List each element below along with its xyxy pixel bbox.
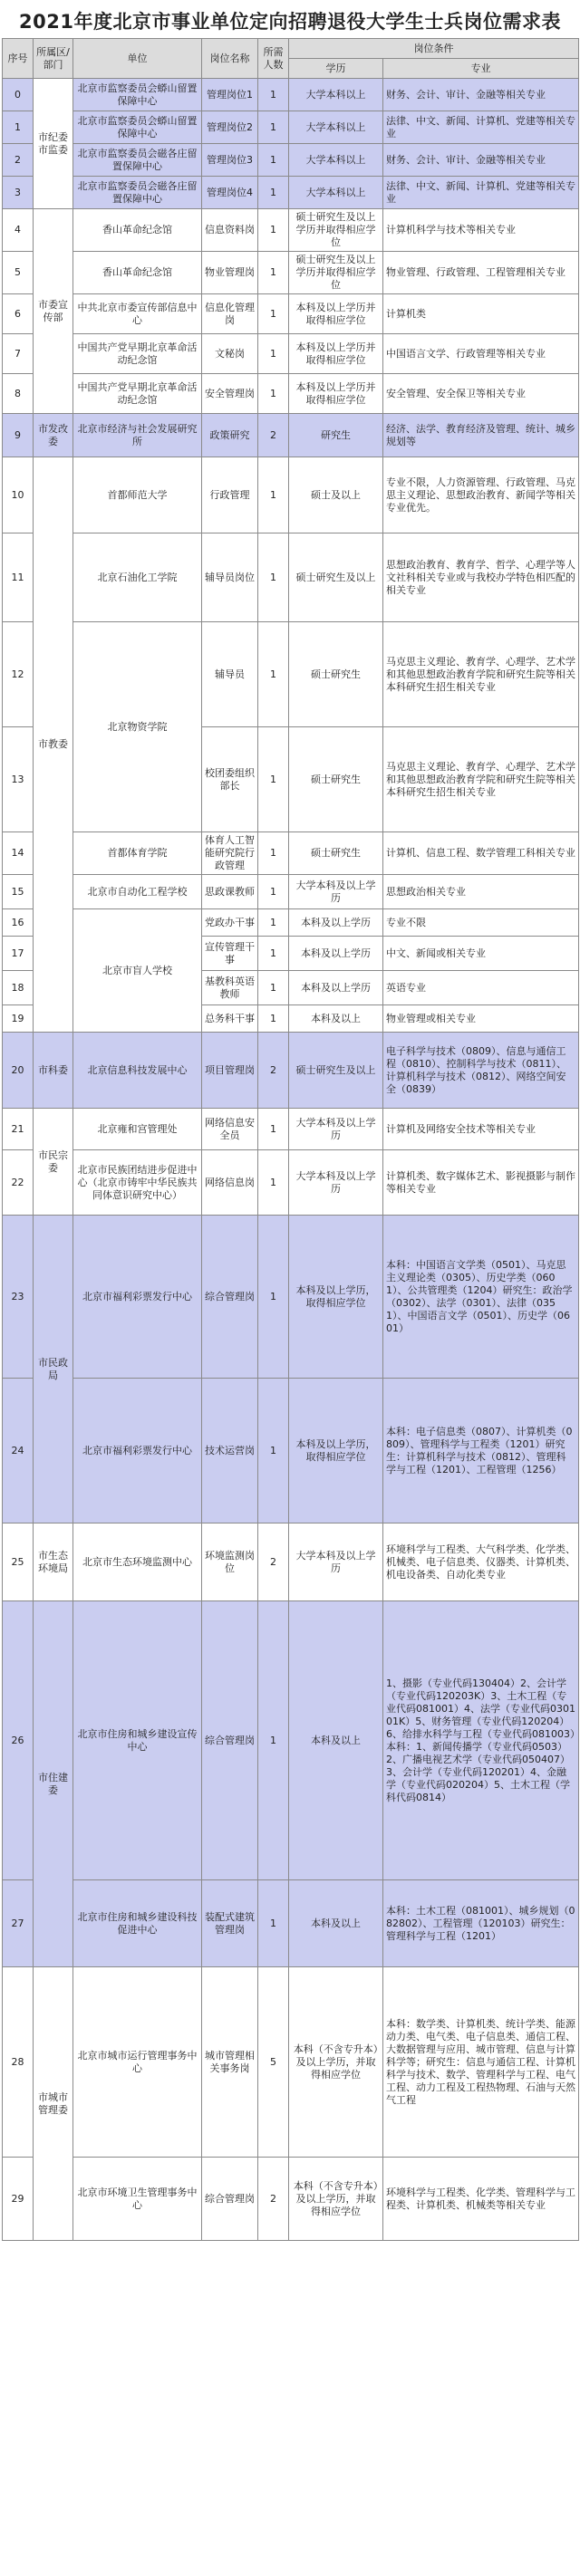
row-education: 大学本科及以上学历 — [289, 1523, 383, 1601]
row-major: 马克思主义理论、教育学、心理学、艺术学和其他思想政治教育学院和研究生院等相关本科研究生招生相关专业 — [383, 727, 579, 832]
row-education: 硕士研究生 — [289, 622, 383, 727]
row-count: 1 — [258, 1601, 289, 1880]
header-conditions: 岗位条件 — [289, 39, 579, 59]
row-no: 7 — [3, 334, 34, 374]
table-row — [3, 1150, 579, 1216]
row-education: 大学本科以上 — [289, 111, 383, 144]
row-no: 1 — [3, 111, 34, 144]
row-post: 党政办干事 — [202, 909, 258, 937]
row-count: 1 — [258, 334, 289, 374]
row-count: 1 — [258, 111, 289, 144]
row-no: 10 — [3, 457, 34, 533]
row-major: 财务、会计、审计、金融等相关专业 — [383, 144, 579, 177]
row-major: 物业管理、行政管理、工程管理相关专业 — [383, 252, 579, 294]
row-no: 5 — [3, 252, 34, 294]
row-no: 22 — [3, 1150, 34, 1216]
table-row — [3, 1109, 579, 1150]
table-row — [3, 457, 579, 533]
row-major: 法律、中文、新闻、计算机、党建等相关专业 — [383, 111, 579, 144]
row-education: 本科及以上 — [289, 1880, 383, 1967]
table-row — [3, 252, 579, 294]
row-unit: 北京市福利彩票发行中心 — [73, 1216, 202, 1379]
row-major: 电子科学与技术（0809）、信息与通信工程（0810）、控制科学与技术（0811）、计算机科学与技术（0812）、网络空间安全（0839） — [383, 1033, 579, 1109]
dept-cell: 市城市管理委 — [34, 1967, 73, 2241]
table-row — [3, 1523, 579, 1601]
row-major: 计算机及网络安全技术等相关专业 — [383, 1109, 579, 1150]
row-major: 计算机类 — [383, 294, 579, 334]
row-no: 19 — [3, 1005, 34, 1033]
row-post: 宣传管理干事 — [202, 937, 258, 971]
row-major: 经济、法学、教育经济及管理、统计、城乡规划等 — [383, 414, 579, 457]
row-count: 1 — [258, 533, 289, 622]
table-row — [3, 1033, 579, 1109]
row-unit: 北京市住房和城乡建设科技促进中心 — [73, 1880, 202, 1967]
row-education: 大学本科以上 — [289, 177, 383, 209]
row-post: 辅导员 — [202, 622, 258, 727]
row-no: 4 — [3, 209, 34, 252]
dept-cell: 市教委 — [34, 457, 73, 1033]
row-post: 体育人工智能研究院行政管理 — [202, 832, 258, 875]
table-row — [3, 111, 579, 144]
row-count: 1 — [258, 727, 289, 832]
row-no: 20 — [3, 1033, 34, 1109]
row-no: 15 — [3, 875, 34, 909]
row-major: 1、摄影（专业代码130404）2、会计学（专业代码120203K）3、土木工程（专业代码081001）4、法学（专业代码030101K）5、财务管理（专业代码120204）6、给排水科学与工程（专业代码081003）本科：1、新闻传播学（专业代码0503）2、广播电视艺术学（专业代码050407）3、会计学（专业代码120201）4、金融学（专业代码020204）5、土木工程（学科代码0814） — [383, 1601, 579, 1880]
row-unit: 北京市环境卫生管理事务中心 — [73, 2158, 202, 2241]
row-count: 1 — [258, 622, 289, 727]
row-no: 27 — [3, 1880, 34, 1967]
row-post: 安全管理岗 — [202, 374, 258, 414]
row-unit: 北京雍和宫管理处 — [73, 1109, 202, 1150]
row-major: 环境科学与工程类、化学类、管理科学与工程类、计算机类、机械类等相关专业 — [383, 2158, 579, 2241]
table-row — [3, 177, 579, 209]
row-no: 21 — [3, 1109, 34, 1150]
row-unit: 首都师范大学 — [73, 457, 202, 533]
row-count: 1 — [258, 1005, 289, 1033]
row-education: 大学本科及以上学历 — [289, 875, 383, 909]
row-education: 本科及以上学历 — [289, 909, 383, 937]
row-unit: 北京市民族团结进步促进中心（北京市铸牢中华民族共同体意识研究中心） — [73, 1150, 202, 1216]
row-major: 本科：电子信息类（0807）、计算机类（0809）、管理科学与工程类（1201）研究生：计算机科学与技术（0812）、管理科学与工程（1201）、工程管理（1256） — [383, 1379, 579, 1523]
dept-cell: 市民宗委 — [34, 1109, 73, 1216]
row-no: 16 — [3, 909, 34, 937]
row-no: 26 — [3, 1601, 34, 1880]
row-post: 信息资料岗 — [202, 209, 258, 252]
row-major: 财务、会计、审计、金融等相关专业 — [383, 79, 579, 111]
row-unit: 北京市监察委员会蟒山留置保障中心 — [73, 79, 202, 111]
row-unit: 北京市福利彩票发行中心 — [73, 1379, 202, 1523]
row-unit: 北京信息科技发展中心 — [73, 1033, 202, 1109]
row-count: 1 — [258, 832, 289, 875]
header-dept: 所属区/部门 — [34, 39, 73, 79]
table-row — [3, 875, 579, 909]
row-education: 本科及以上学历，取得相应学位 — [289, 1216, 383, 1379]
row-count: 2 — [258, 414, 289, 457]
table-row — [3, 294, 579, 334]
table-row — [3, 1880, 579, 1967]
row-major: 法律、中文、新闻、计算机、党建等相关专业 — [383, 177, 579, 209]
page-title: 2021年度北京市事业单位定向招聘退役大学生士兵岗位需求表 — [19, 11, 561, 33]
table-row — [3, 209, 579, 252]
row-major: 思想政治相关专业 — [383, 875, 579, 909]
row-post: 思政课教师 — [202, 875, 258, 909]
row-count: 1 — [258, 909, 289, 937]
row-count: 1 — [258, 252, 289, 294]
row-no: 3 — [3, 177, 34, 209]
row-major: 计算机类、数字媒体艺术、影视摄影与制作等相关专业 — [383, 1150, 579, 1216]
row-unit: 首都体育学院 — [73, 832, 202, 875]
row-count: 2 — [258, 2158, 289, 2241]
row-education: 大学本科以上 — [289, 79, 383, 111]
row-unit: 北京市监察委员会磁各庄留置保障中心 — [73, 177, 202, 209]
row-education: 硕士研究生及以上学历并取得相应学位 — [289, 252, 383, 294]
row-no: 24 — [3, 1379, 34, 1523]
row-post: 综合管理岗 — [202, 1216, 258, 1379]
dept-cell: 市纪委市监委 — [34, 79, 73, 209]
row-unit: 北京市城市运行管理事务中心 — [73, 1967, 202, 2158]
table-row — [3, 1379, 579, 1523]
row-post: 管理岗位3 — [202, 144, 258, 177]
row-post: 项目管理岗 — [202, 1033, 258, 1109]
row-education: 本科及以上学历，取得相应学位 — [289, 1379, 383, 1523]
row-no: 23 — [3, 1216, 34, 1379]
row-post: 管理岗位2 — [202, 111, 258, 144]
row-post: 网络信息岗 — [202, 1150, 258, 1216]
table-row — [3, 374, 579, 414]
row-major: 本科：土木工程（081001）、城乡规划（082802）、工程管理（120103）研究生：管理科学与工程（1201） — [383, 1880, 579, 1967]
row-count: 1 — [258, 177, 289, 209]
dept-cell: 市民政局 — [34, 1216, 73, 1523]
row-count: 2 — [258, 1523, 289, 1601]
row-post: 装配式建筑管理岗 — [202, 1880, 258, 1967]
table-row — [3, 1216, 579, 1379]
dept-cell: 市生态环境局 — [34, 1523, 73, 1601]
row-unit: 北京市监察委员会蟒山留置保障中心 — [73, 111, 202, 144]
table-row — [3, 909, 579, 937]
row-count: 1 — [258, 79, 289, 111]
dept-cell: 市住建委 — [34, 1601, 73, 1967]
row-post: 物业管理岗 — [202, 252, 258, 294]
header-post: 岗位名称 — [202, 39, 258, 79]
row-no: 0 — [3, 79, 34, 111]
row-unit: 中国共产党早期北京革命活动纪念馆 — [73, 334, 202, 374]
row-major: 中文、新闻或相关专业 — [383, 937, 579, 971]
row-education: 本科及以上 — [289, 1601, 383, 1880]
row-unit: 香山革命纪念馆 — [73, 209, 202, 252]
row-education: 本科（不含专升本）及以上学历，并取得相应学位 — [289, 1967, 383, 2158]
row-education: 本科（不含专升本）及以上学历，并取得相应学位 — [289, 2158, 383, 2241]
table-row — [3, 1601, 579, 1880]
row-education: 大学本科以上 — [289, 144, 383, 177]
row-major: 思想政治教育、教育学、哲学、心理学等人文社科相关专业或与我校办学特色相匹配的相关专业 — [383, 533, 579, 622]
row-major: 计算机、信息工程、数学管理工科相关专业 — [383, 832, 579, 875]
row-unit: 中共北京市委宣传部信息中心 — [73, 294, 202, 334]
row-education: 硕士研究生 — [289, 727, 383, 832]
row-post: 环境监测岗位 — [202, 1523, 258, 1601]
row-post: 总务科干事 — [202, 1005, 258, 1033]
row-count: 1 — [258, 144, 289, 177]
row-major: 专业不限 — [383, 909, 579, 937]
table-row — [3, 334, 579, 374]
row-post: 综合管理岗 — [202, 2158, 258, 2241]
dept-cell: 市委宣传部 — [34, 209, 73, 414]
row-unit: 北京市盲人学校 — [73, 909, 202, 1033]
row-post: 网络信息安全员 — [202, 1109, 258, 1150]
row-post: 政策研究 — [202, 414, 258, 457]
row-major: 本科：中国语言文学类（0501）、马克思主义理论类（0305）、历史学类（0601）、公共管理类（1204）研究生：政治学（0302）、法学（0301）、法律（0351）、中国语言文学（0501）、历史学（0601） — [383, 1216, 579, 1379]
row-unit: 北京石油化工学院 — [73, 533, 202, 622]
row-education: 硕士研究生及以上学历并取得相应学位 — [289, 209, 383, 252]
dept-cell: 市科委 — [34, 1033, 73, 1109]
row-unit: 北京市住房和城乡建设宣传中心 — [73, 1601, 202, 1880]
row-count: 1 — [258, 209, 289, 252]
row-count: 1 — [258, 1109, 289, 1150]
row-education: 硕士研究生及以上 — [289, 1033, 383, 1109]
row-post: 管理岗位1 — [202, 79, 258, 111]
row-count: 5 — [258, 1967, 289, 2158]
row-no: 18 — [3, 971, 34, 1005]
row-no: 11 — [3, 533, 34, 622]
row-count: 1 — [258, 457, 289, 533]
row-post: 城市管理相关事务岗 — [202, 1967, 258, 2158]
row-education: 大学本科及以上学历 — [289, 1109, 383, 1150]
row-count: 1 — [258, 1216, 289, 1379]
row-no: 2 — [3, 144, 34, 177]
dept-cell: 市发改委 — [34, 414, 73, 457]
row-major: 中国语言文学、行政管理等相关专业 — [383, 334, 579, 374]
row-unit: 北京市监察委员会磁各庄留置保障中心 — [73, 144, 202, 177]
row-major: 本科：数学类、计算机类、统计学类、能源动力类、电气类、电子信息类、通信工程、大数据管理与应用、城市管理、信息与计算科学等；研究生：信息与通信工程、计算机科学与技术、数学、管理科学与工程、电气工程、动力工程及工程热物理、石油与天然气工程 — [383, 1967, 579, 2158]
row-no: 6 — [3, 294, 34, 334]
table-row — [3, 622, 579, 727]
row-education: 本科及以上 — [289, 1005, 383, 1033]
table-row — [3, 1967, 579, 2158]
row-education: 大学本科及以上学历 — [289, 1150, 383, 1216]
row-count: 1 — [258, 1880, 289, 1967]
row-count: 1 — [258, 937, 289, 971]
row-no: 8 — [3, 374, 34, 414]
row-count: 1 — [258, 1150, 289, 1216]
row-no: 17 — [3, 937, 34, 971]
row-education: 硕士研究生及以上 — [289, 533, 383, 622]
row-major: 专业不限，人力资源管理、行政管理、马克思主义理论、思想政治教育、新闻学等相关专业优先。 — [383, 457, 579, 533]
row-education: 本科及以上学历并取得相应学位 — [289, 294, 383, 334]
header-unit: 单位 — [73, 39, 202, 79]
row-education: 本科及以上学历并取得相应学位 — [289, 334, 383, 374]
row-post: 行政管理 — [202, 457, 258, 533]
row-education: 硕士及以上 — [289, 457, 383, 533]
row-major: 安全管理、安全保卫等相关专业 — [383, 374, 579, 414]
header-education: 学历 — [289, 59, 383, 79]
row-education: 研究生 — [289, 414, 383, 457]
row-unit: 中国共产党早期北京革命活动纪念馆 — [73, 374, 202, 414]
row-unit: 北京市经济与社会发展研究所 — [73, 414, 202, 457]
row-count: 1 — [258, 1379, 289, 1523]
row-no: 25 — [3, 1523, 34, 1601]
table-row — [3, 533, 579, 622]
row-post: 综合管理岗 — [202, 1601, 258, 1880]
row-no: 28 — [3, 1967, 34, 2158]
row-major: 马克思主义理论、教育学、心理学、艺术学和其他思想政治教育学院和研究生院等相关本科研究生招生相关专业 — [383, 622, 579, 727]
row-post: 管理岗位4 — [202, 177, 258, 209]
row-post: 信息化管理岗 — [202, 294, 258, 334]
row-no: 13 — [3, 727, 34, 832]
row-major: 物业管理或相关专业 — [383, 1005, 579, 1033]
row-education: 本科及以上学历 — [289, 971, 383, 1005]
row-post: 文秘岗 — [202, 334, 258, 374]
row-major: 环境科学与工程类、大气科学类、化学类、机械类、电子信息类、仪器类、计算机类、机电设备类、自动化类专业 — [383, 1523, 579, 1601]
row-post: 校团委组织部长 — [202, 727, 258, 832]
row-no: 12 — [3, 622, 34, 727]
row-count: 1 — [258, 971, 289, 1005]
row-education: 本科及以上学历并取得相应学位 — [289, 374, 383, 414]
row-count: 1 — [258, 294, 289, 334]
table-row — [3, 144, 579, 177]
row-post: 基教科英语教师 — [202, 971, 258, 1005]
row-no: 29 — [3, 2158, 34, 2241]
table-row — [3, 2158, 579, 2241]
row-education: 本科及以上学历 — [289, 937, 383, 971]
header-count: 所需人数 — [258, 39, 289, 79]
row-unit: 北京市生态环境监测中心 — [73, 1523, 202, 1601]
header-major: 专业 — [383, 59, 579, 79]
row-no: 9 — [3, 414, 34, 457]
row-post: 技术运营岗 — [202, 1379, 258, 1523]
row-major: 英语专业 — [383, 971, 579, 1005]
table-row — [3, 832, 579, 875]
table-row — [3, 414, 579, 457]
row-count: 1 — [258, 374, 289, 414]
positions-table — [2, 38, 579, 2241]
row-unit: 香山革命纪念馆 — [73, 252, 202, 294]
table-row — [3, 79, 579, 111]
row-no: 14 — [3, 832, 34, 875]
row-major: 计算机科学与技术等相关专业 — [383, 209, 579, 252]
row-education: 硕士研究生 — [289, 832, 383, 875]
row-unit: 北京物资学院 — [73, 622, 202, 832]
row-count: 2 — [258, 1033, 289, 1109]
row-post: 辅导员岗位 — [202, 533, 258, 622]
row-count: 1 — [258, 875, 289, 909]
header-no: 序号 — [3, 39, 34, 79]
row-unit: 北京市自动化工程学校 — [73, 875, 202, 909]
